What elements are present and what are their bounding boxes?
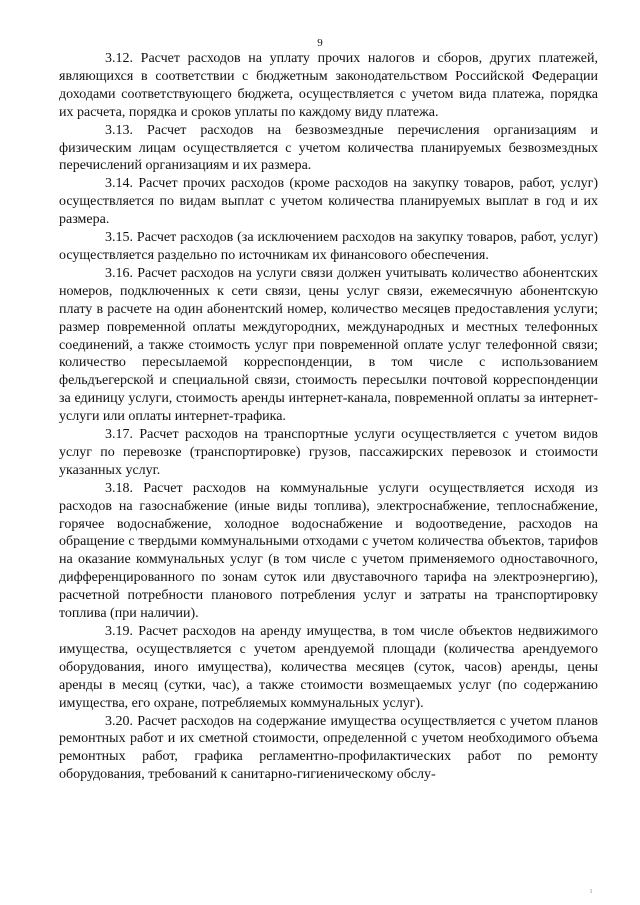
page-number: 9 <box>317 37 323 49</box>
paragraph-3-17: 3.17. Расчет расходов на транспортные услуги осуществляется с учетом видов услуг по перевозке (транспортировке) грузов, пассажирских перевозок и стоимости указанных услуг. <box>59 427 598 478</box>
paragraph-3-16: 3.16. Расчет расходов на услуги связи должен учитывать количество абонентских номеров, подключенных к сети связи, цены услуг связи, ежемесячную абонентскую плату в расчете на один абонентский номер, количество месяцев предоставления услуги; размер повременной оплаты междугородних, международных и местных телефонных соединений, а также стоимость услуг при повременной оплате услуг телефонной связи; количество пересылаемой корреспонденции, в том числе с использованием фельдъегерской и специальной связи, стоимость пересылки почтовой корреспонденции за единицу услуги, стоимость аренды интернет-канала, повременной оплаты за интернет-услуги или оплаты интернет-трафика. <box>59 265 598 425</box>
paragraph-3-14: 3.14. Расчет прочих расходов (кроме расходов на закупку товаров, работ, услуг) осуществляется по видам выплат с учетом количества планируемых выплат в год и их размера. <box>59 176 598 228</box>
paragraph-3-13: 3.13. Расчет расходов на безвозмездные перечисления организациям и физическим лицам осуществляется с учетом количества планируемых безвозмездных перечислений организациям и их размера. <box>59 122 598 174</box>
document-body <box>59 50 598 784</box>
paragraph-3-20: 3.20. Расчет расходов на содержание имущества осуществляется с учетом планов ремонтных работ и их сметной стоимости, определенной с учетом необходимого объема ремонтных работ, графика регламентно-профилактических работ по ремонту оборудования, требований к санитарно-гигиеническому обслу- <box>59 713 598 783</box>
paragraph-3-15: 3.15. Расчет расходов (за исключением расходов на закупку товаров, работ, услуг) осуществляется раздельно по источникам их финансового обеспечения. <box>59 230 598 263</box>
paragraph-3-19: 3.19. Расчет расходов на аренду имущества, в том числе объектов недвижимого имущества, осуществляется с учетом арендуемой площади (количества арендуемого оборудования, иного имущества), количества месяцев (суток, часов) аренды, цены аренды в месяц (сутки, час), а также стоимости возмещаемых услуг (по содержанию имущества, его охране, потребляемых коммунальных услуг). <box>59 624 598 711</box>
margin-mark: ı <box>590 886 593 895</box>
paragraph-3-12: 3.12. Расчет расходов на уплату прочих налогов и сборов, других платежей, являющихся в соответствии с бюджетным законодательством Российской Федерации доходами соответствующего бюджета, осуществляется с учетом вида платежа, порядка их расчета, порядка и сроков уплаты по каждому виду платежа. <box>59 51 598 120</box>
paragraph-3-18: 3.18. Расчет расходов на коммунальные услуги осуществляется исходя из расходов на газоснабжение (иные виды топлива), электроснабжение, теплоснабжение, горячее водоснабжение, холодное водоснабжение и водоотведение, расходов на обращение с твердыми коммунальными отходами с учетом количества объектов, тарифов на оказание коммунальных услуг (в том числе с учетом применяемого одноставочного, дифференцированного по зонам суток или двуставочного тарифа на электроэнергию), расчетной потребности планового потребления услуг и затраты на транспортировку топлива (при наличии). <box>59 480 598 622</box>
